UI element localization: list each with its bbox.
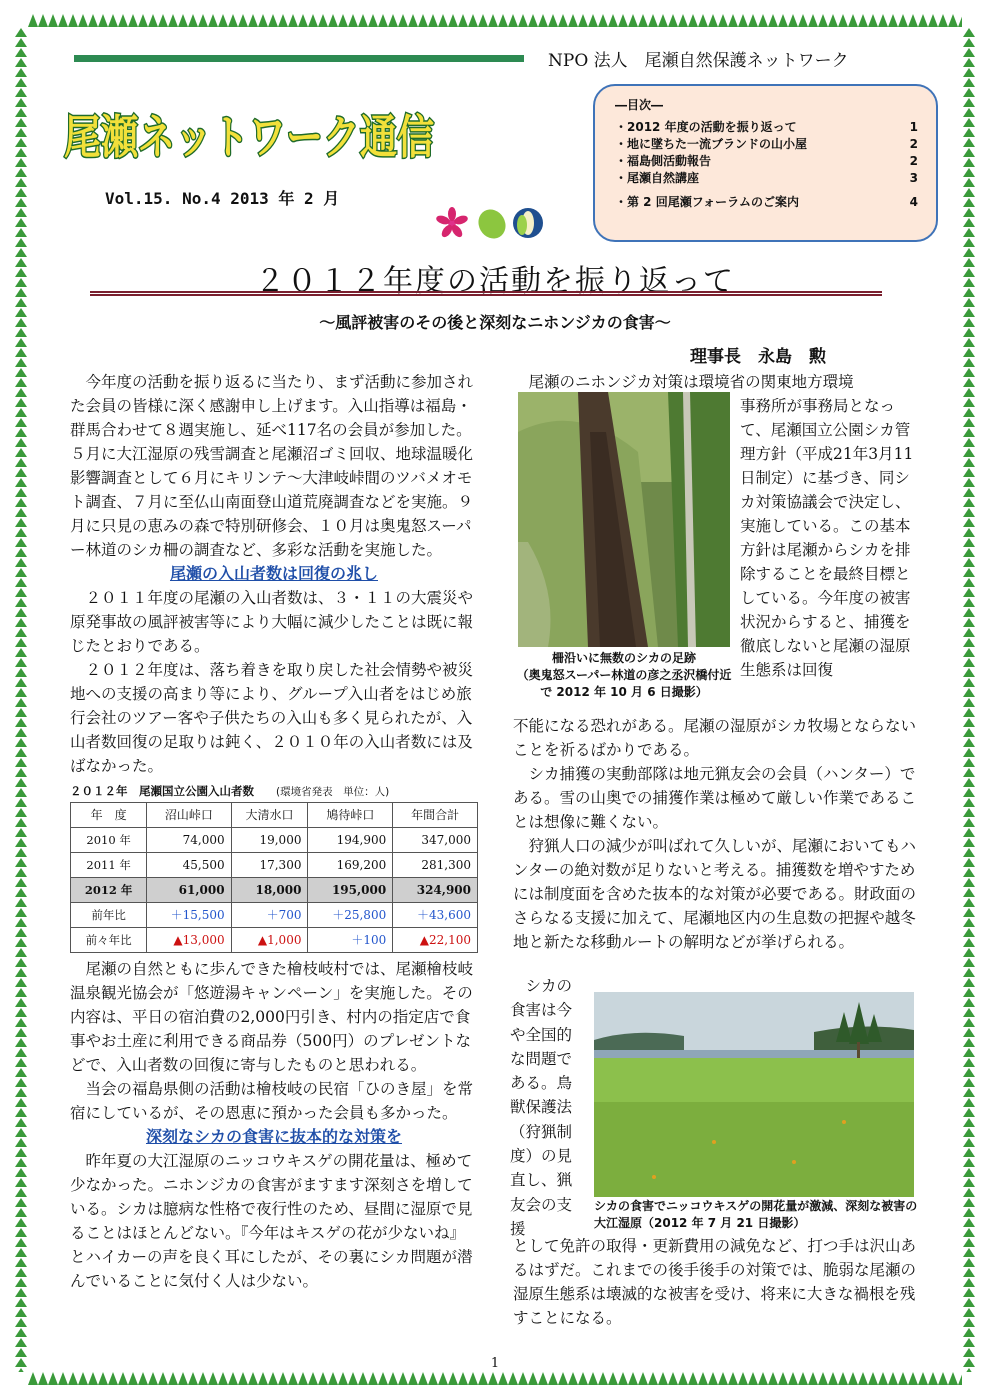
article-author: 理事長 永島 勲 — [690, 347, 826, 367]
right-tree-border — [962, 28, 976, 1372]
table-row: 2012 年 61,000 18,000 195,000 324,900 — [71, 878, 478, 903]
closing-paragraph: として免許の取得・更新費用の減免など、打つ手は沢山あるはずだ。これまでの後手後手の対策では、脆弱な尾瀬の湿原生態系は壊滅的な被害を受け、将来に大きな禍根を残すことになる。 — [513, 1237, 917, 1327]
photo2-caption: シカの食害でニッコウキスゲの開花量が激減、深刻な被害の大江湿原（2012 年 7 月 21 日撮影） — [594, 1199, 918, 1230]
table-header-row: 年 度 沼山峠口 大清水口 鳩待峠口 年間合計 — [71, 803, 478, 828]
article-title: ２０１２年度の活動を振り返って — [255, 264, 735, 299]
right-column-lead — [513, 370, 918, 394]
table-row: 2011 年 45,500 17,300 169,200 281,300 — [71, 853, 478, 878]
paragraph: 尾瀬のニホンジカ対策は環境省の関東地方環境 — [528, 373, 854, 391]
toc-item[interactable]: ・尾瀬自然講座 3 — [615, 171, 918, 185]
table-caption: ２０１２年 尾瀬国立公園入山者数 (環境省発表 単位：人) — [70, 784, 390, 798]
deer-footprint-photo — [518, 392, 730, 647]
paragraph: 尾瀬の自然ともに歩んできた檜枝岐村では、尾瀬檜枝岐温泉観光協会が「悠遊湯キャンペーン」を実施した。その内容は、平日の宿泊費の2,000円引き、村内の指定店で食事やお土産に利用できる商品券（500円）のプレゼントなどで、入山者数の回復に寄与したものと思われる。 — [70, 960, 474, 1074]
table-row: 前々年比 ▲13,000 ▲1,000 ＋100 ▲22,100 — [71, 928, 478, 953]
toc-item[interactable]: ・福島側活動報告 2 — [615, 154, 918, 168]
volume-issue: Vol.15. No.4 2013 年 2 月 — [105, 189, 340, 208]
table-row: 前年比 ＋15,500 ＋700 ＋25,800 ＋43,600 — [71, 903, 478, 928]
section-heading: 深刻なシカの食害に抜本的な対策を — [145, 1127, 402, 1146]
toc-item[interactable]: ・2012 年度の活動を振り返って 1 — [615, 120, 918, 134]
top-tree-border — [28, 14, 962, 28]
oe-marsh-photo — [594, 992, 914, 1197]
paragraph: 昨年夏の大江湿原のニッコウキスゲの開花量は、極めて少なかった。ニホンジカの食害がますます深刻さを増している。シカは臆病な性格で夜行性のため、昼間に湿原で見ることはほとんどない。『今年はキスゲの花が少ないね』とハイカーの声を良く耳にしたが、その裏にシカ問題が潜んでいることに気付く人は少ない。 — [70, 1152, 473, 1290]
section-heading: 尾瀬の入山者数は回復の兆し — [169, 564, 378, 583]
table-of-contents — [593, 84, 938, 242]
table-source: (環境省発表 単位：人) — [276, 786, 390, 798]
toc-item[interactable]: ・第 2 回尾瀬フォーラムのご案内 4 — [615, 195, 918, 209]
narrow-paragraph: シカの食害は今や全国的な問題である。鳥獣保護法（狩猟制度）の見直し、猟友会の支援 — [510, 977, 573, 1238]
paragraph: シカ捕獲の実動部隊は地元猟友会の会員（ハンター）である。雪の山奥での捕獲作業は極めて厳しい作業であることは想像に難くない。 — [513, 765, 917, 831]
svg-text:尾瀬ネットワーク通信: 尾瀬ネットワーク通信 — [64, 110, 434, 164]
paragraph: 今年度の活動を振り返るに当たり、まず活動に参加された会員の皆様に深く感謝申し上げます。入山指導は福島・群馬合わせて８週実施し、延べ117名の会員が参加した。５月に大江湿原の残雪調査と尾瀬沼ゴミ回収、地球温暖化影響調査として６月にキリンテ～大津岐峠間のツバメオモト調査、７月に至仏山南面登山道荒廃調査などを実施。９月に只見の恵みの森で特別研修会、１０月は奥鬼怒スーパー林道のシカ柵の調査など、多彩な活動を実施した。 — [70, 373, 474, 559]
left-column — [70, 370, 478, 1293]
wrapped-paragraph: 事務所が事務局となって、尾瀬国立公園シカ管理方針（平成21年3月11日制定）に基づき、同シカ対策協議会で決定し、実施している。この基本方針は尾瀬からシカを排除することを最終目標としている。今年度の被害状況からすると、捕獲を徹底しないと尾瀬の湿原生態系は回復 — [740, 397, 914, 679]
left-tree-border — [14, 28, 28, 1372]
page-number: 1 — [490, 1356, 500, 1371]
paragraph: ２０１２年度は、落ち着きを取り戻した社会情勢や被災地への支援の高まり等により、グループ入山者をはじめ旅行会社のツアー客や子供たちの入山も多く見られたが、入山者数回復の足取りは鈍く、２０１０年の入山者数には及ばなかった。 — [70, 661, 474, 775]
photo1-caption: 柵沿いに無数のシカの足跡 （奥鬼怒スーパー林道の彦之丞沢橋付近で 2012 年 10 月 6 日撮影） — [516, 651, 732, 699]
title-underline — [90, 291, 882, 296]
visitor-table — [70, 802, 478, 953]
paragraph: 狩猟人口の減少が叫ばれて久しいが、尾瀬においてもハンターの絶対数が足りないと考える。捕獲数を増やすためには制度面を含めた抜本的な対策が必要である。財政面のさらなる支援に加えて、尾瀬地区内の生息数の把握や越冬地と新たな移動ルートの解明などが挙げられる。 — [513, 837, 917, 951]
flower-leaf-icon — [436, 206, 554, 240]
organization-name: NPO 法人 尾瀬自然保護ネットワーク — [548, 51, 849, 71]
right-column-body: 不能になる恐れがある。尾瀬の湿原がシカ牧場とならないことを祈るばかりである。 シカ捕獲の実動部隊は地元猟友会の会員（ハンター）である。雪の山奥での捕獲作業は極めて厳しい作業であることは想像に難くない。 狩猟人口の減少が叫ばれて久しいが、尾瀬においてもハンターの絶対数が足りないと考える。捕獲数を増やすためには制度面を含めた抜本的な対策が必要である。財政面のさらなる支援に加えて、尾瀬地区内の生息数の把握や越冬地と新たな移動ルートの解明などが挙げられる。 — [513, 714, 918, 954]
table-row: 2010 年 74,000 19,000 194,900 347,000 — [71, 828, 478, 853]
toc-item[interactable]: ・地に墜ちた一流ブランドの山小屋 2 — [615, 137, 918, 151]
toc-title: ―目次― — [615, 98, 664, 112]
newsletter-logo — [60, 95, 440, 165]
header-green-bar — [74, 55, 524, 62]
bottom-tree-border — [28, 1372, 962, 1386]
paragraph: ２０１１年度の尾瀬の入山者数は、３・１１の大震災や原発事故の風評被害等により大幅に減少したことは既に報じたとおりである。 — [70, 589, 474, 655]
article-subtitle: ～風評被害のその後と深刻なニホンジカの食害～ — [319, 313, 671, 332]
paragraph: 当会の福島県側の活動は檜枝岐の民宿「ひのき屋」を常宿にしているが、その恩恵に預かった会員も多かった。 — [70, 1080, 474, 1122]
